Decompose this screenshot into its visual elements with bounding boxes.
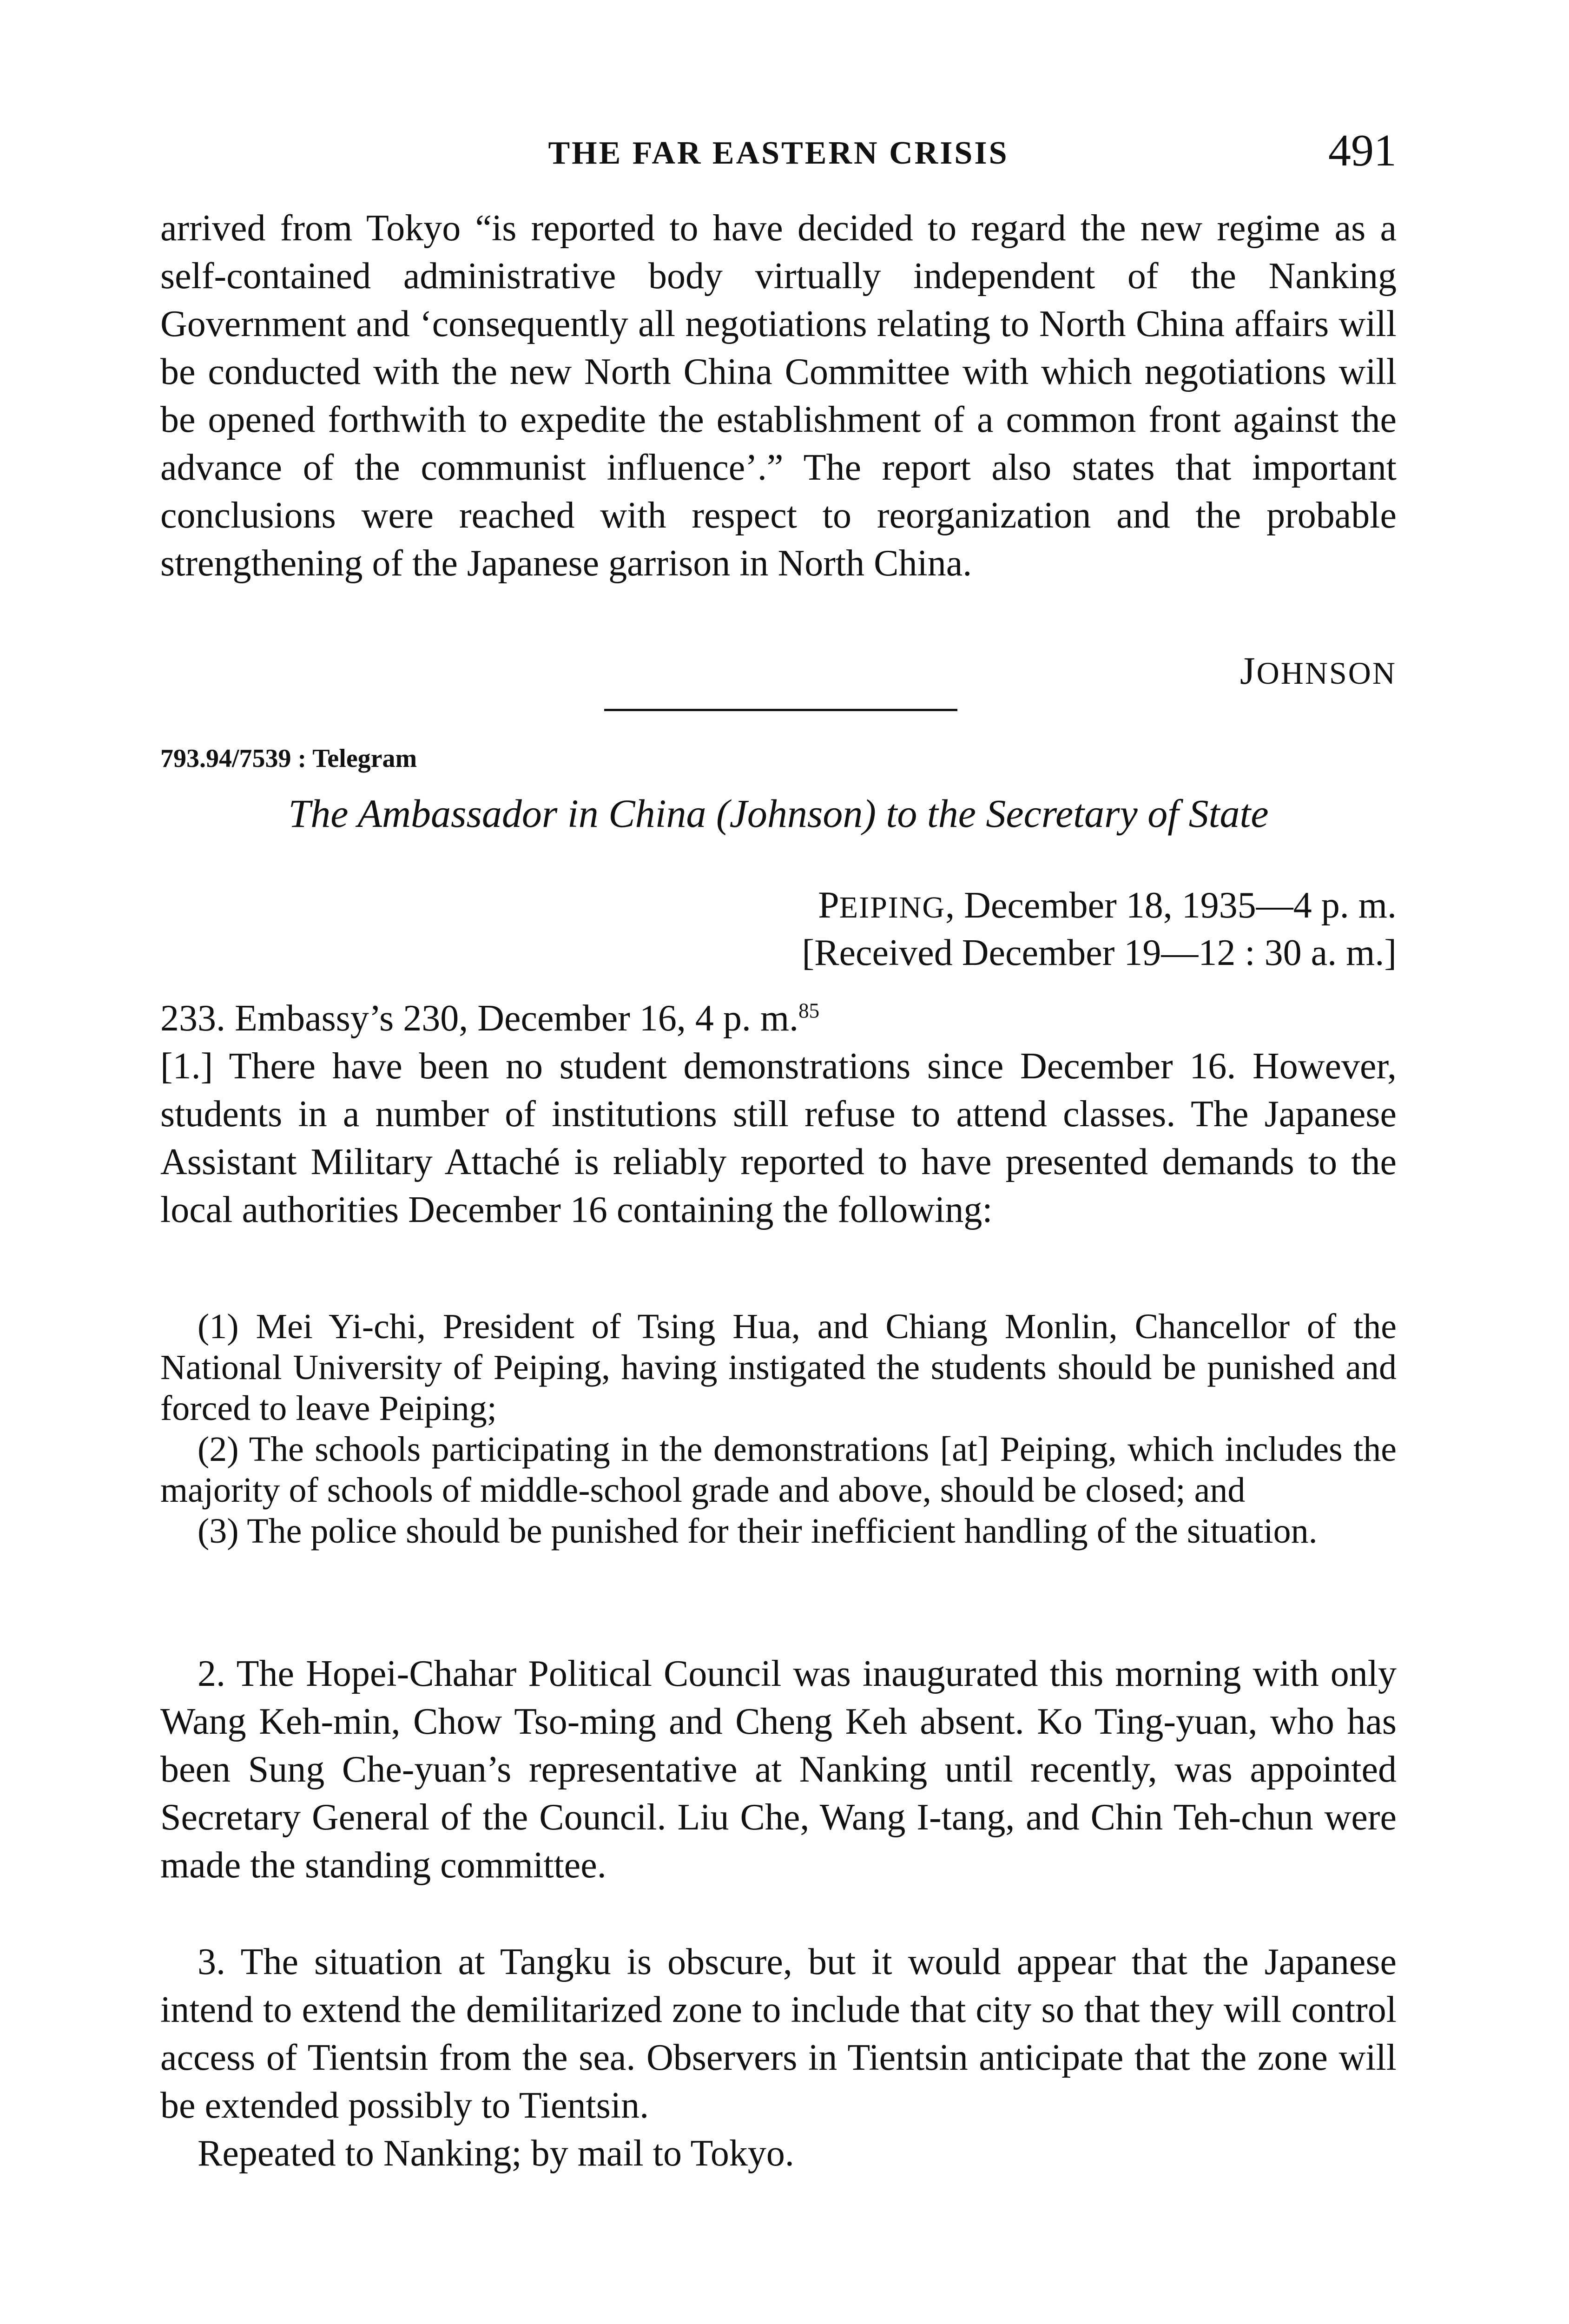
paragraph-2-block [160, 1650, 1397, 1889]
previous-document-signature: JOHNSON [1239, 649, 1397, 693]
dateline-received: [Received December 19—12 : 30 a. m.] [802, 932, 1397, 973]
telegram-body [160, 995, 1397, 1234]
running-title: THE FAR EASTERN CRISIS [548, 135, 1009, 171]
footnote-marker: 85 [798, 999, 820, 1023]
paragraph-2: 2. The Hopei-Chahar Political Council was inaugurated this morning with only Wang Keh-min, Chow Tso-ming and Cheng Keh absent. Ko Ting-yuan, who has been Sung Che-yuan’s representative at Nanking until recently, was appointed Secretary General of the Council. Liu Che, Wang I-tang, and Chin Teh-chun were made the standing committee. [160, 1653, 1397, 1886]
file-reference: 793.94/7539 : Telegram [160, 744, 417, 773]
previous-document-text [160, 205, 1397, 588]
section-divider [604, 709, 957, 711]
paragraph-3: 3. The situation at Tangku is obscure, but it would appear that the Japanese intend to extend the demilitarized zone to include that city so that they will control access of Tientsin from the sea. Observers in Tientsin anticipate that the zone will be extended possibly to Tientsin. [160, 1941, 1397, 2126]
demands-list [160, 1306, 1397, 1552]
page-number: 491 [1328, 125, 1397, 176]
dateline-sent: PEIPING, December 18, 1935—4 p. m. [818, 884, 1397, 926]
repeated-line: Repeated to Nanking; by mail to Tokyo. [198, 2133, 794, 2174]
previous-document-paragraph: arrived from Tokyo “is reported to have decided to regard the new regime as a self-contained administrative body virtually independent of the Nanking Government and ‘consequently all negotiations relating to North China affairs will be conducted with the new North China Committee with which negotiations will be opened forthwith to expedite the establishment of a common front against the advance of the communist influence’.” The report also states that important conclusions were reached with respect to reorganization and the probable strengthening of the Japanese garrison in North China. [160, 208, 1397, 584]
paragraph-3-block [160, 1938, 1397, 2178]
demand-item: (2) The schools participating in the demonstrations [at] Peiping, which includes the majority of schools of middle-school grade and above, should be closed; and [160, 1430, 1397, 1510]
document-title: The Ambassador in China (Johnson) to the Secretary of State [288, 791, 1269, 836]
demand-item: (1) Mei Yi-chi, President of Tsing Hua, and Chiang Monlin, Chancellor of the National University of Peiping, having instigated the students should be punished and forced to leave Peiping; [160, 1307, 1397, 1428]
page-header [160, 125, 1397, 176]
demand-item: (3) The police should be punished for their inefficient handling of the situation. [198, 1512, 1318, 1551]
reference-line: 233. Embassy’s 230, December 16, 4 p. m.$^{85}$ [160, 998, 820, 1039]
paragraph-1: [1.] There have been no student demonstrations since December 16. However, students in a number of institutions still refuse to attend classes. The Japanese Assistant Military Attaché is reliably reported to have presented demands to the local authorities December 16 containing the following: [160, 1046, 1397, 1230]
